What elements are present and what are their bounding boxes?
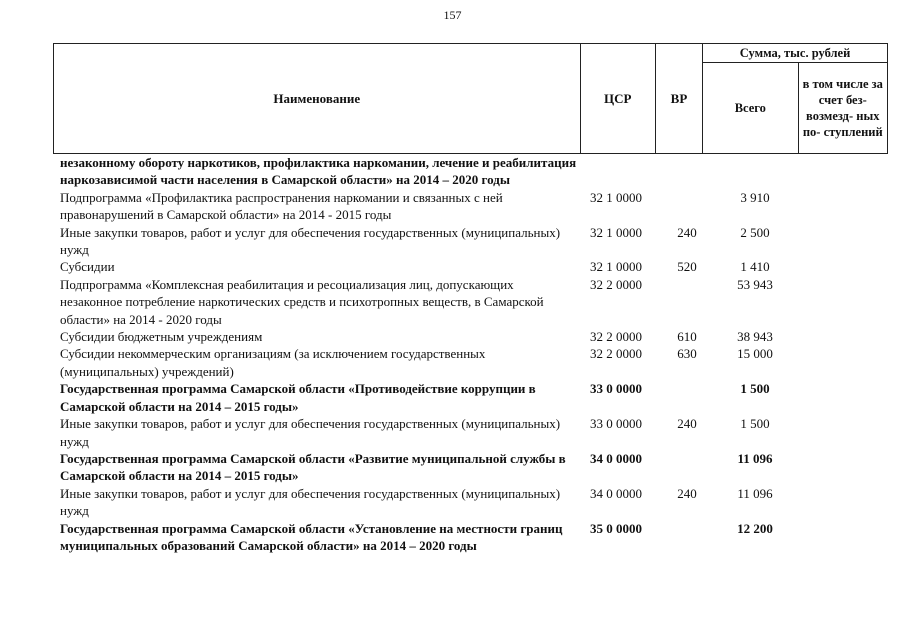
row-sum: 1 500 [740, 381, 770, 397]
table-row [60, 189, 820, 224]
table-body [60, 154, 820, 554]
table-row [60, 224, 820, 259]
row-csr: 33 0 0000 [590, 381, 642, 397]
header-incl: в том числе за счет без- возмезд- ных по- ступлений [798, 63, 887, 154]
page-number: 157 [443, 8, 462, 22]
row-vr: 240 [677, 224, 697, 240]
row-vr: 240 [677, 416, 697, 432]
row-vr: 630 [677, 346, 697, 362]
row-name: Субсидии некоммерческим организациям (за исключением государственных (муниципальных) учреждений) [60, 346, 486, 379]
row-csr: 32 1 0000 [590, 189, 642, 205]
table-row [60, 450, 820, 485]
row-csr: 33 0 0000 [590, 416, 642, 432]
table-row [60, 258, 820, 275]
table-row [60, 154, 820, 189]
row-csr: 32 2 0000 [590, 276, 642, 292]
table-row [60, 415, 820, 450]
table-row [60, 380, 820, 415]
row-name: Иные закупки товаров, работ и услуг для обеспечения государственных (муниципальных) нужд [60, 485, 561, 519]
table-row [60, 328, 820, 345]
row-csr: 32 2 0000 [590, 329, 642, 345]
row-sum: 12 200 [737, 520, 773, 536]
row-sum: 53 943 [737, 276, 773, 292]
row-name: Субсидии [60, 259, 115, 275]
header-csr: ЦСР [580, 44, 655, 154]
header-sum: Сумма, тыс. рублей [703, 44, 888, 63]
row-name: Субсидии бюджетным учреждениям [60, 329, 263, 345]
header-vr: ВР [655, 44, 702, 154]
row-name: Иные закупки товаров, работ и услуг для обеспечения государственных (муниципальных) нужд [60, 416, 561, 449]
row-name: Государственная программа Самарской области «Противодействие коррупции в Самарской области на 2014 – 2015 годы» [60, 381, 536, 414]
row-name: Государственная программа Самарской области «Установление на местности границ муниципальных образований Самарской области» на 2014 – 2020 годы [60, 520, 563, 553]
table-row [60, 520, 820, 555]
row-name: Государственная программа Самарской области «Развитие муниципальной службы в Самарской области на 2014 – 2015 годы» [60, 450, 566, 484]
row-vr: 610 [677, 329, 697, 345]
row-csr: 35 0 0000 [590, 520, 642, 536]
row-csr: 32 2 0000 [590, 346, 642, 362]
table-row [60, 485, 820, 520]
table-header [53, 43, 888, 154]
row-sum: 15 000 [737, 346, 773, 362]
row-sum: 1 500 [740, 416, 770, 432]
row-name: незаконному обороту наркотиков, профилактика наркомании, лечение и реабилитация наркозависимой части населения в Самарской области» на 2014 – 2020 годы [60, 155, 577, 188]
row-sum: 3 910 [740, 189, 770, 205]
row-name: Подпрограмма «Профилактика распространения наркомании и связанных с ней правонарушений в Самарской области» на 2014 - 2015 годы [60, 189, 503, 223]
row-sum: 11 096 [737, 485, 773, 501]
row-csr: 34 0 0000 [590, 450, 642, 466]
row-sum: 1 410 [740, 259, 770, 275]
row-sum: 11 096 [737, 450, 773, 466]
row-sum: 38 943 [737, 329, 773, 345]
row-name: Подпрограмма «Комплексная реабилитация и ресоциализация лиц, допускающих незаконное потребление наркотических средств и психотропных веществ, в Самарской области» на 2014 - 2020 годы [60, 276, 544, 327]
row-csr: 34 0 0000 [590, 485, 642, 501]
table-row [60, 276, 820, 328]
header-name: Наименование [54, 44, 581, 154]
row-csr: 32 1 0000 [590, 259, 642, 275]
row-sum: 2 500 [740, 224, 770, 240]
table-row [60, 345, 820, 380]
row-vr: 520 [677, 259, 697, 275]
row-name: Иные закупки товаров, работ и услуг для обеспечения государственных (муниципальных) нужд [60, 224, 561, 258]
row-csr: 32 1 0000 [590, 224, 642, 240]
row-vr: 240 [677, 485, 697, 501]
header-total: Всего [703, 63, 798, 154]
